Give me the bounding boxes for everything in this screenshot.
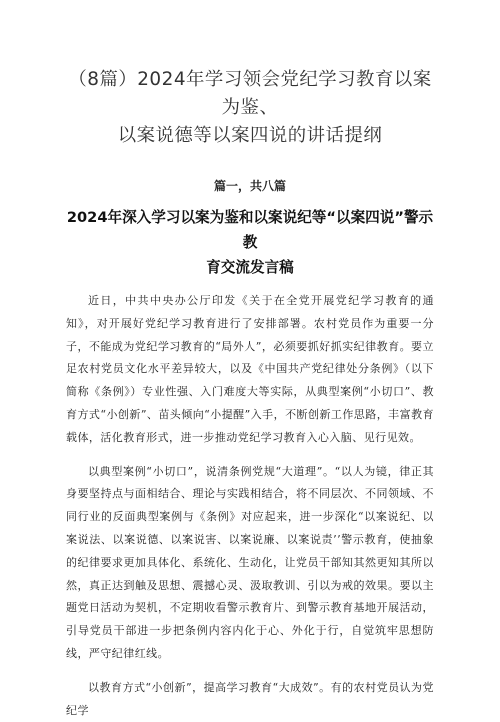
article-title [66,205,434,280]
document-title-line-1: （8篇）2024年学习领会党纪学习教育以案为鉴、 [68,69,432,118]
document-title [66,0,434,150]
article-title-line-2: 育交流发言稿 [206,259,294,276]
body-paragraph-2: 以典型案例“小切口”，说清条例党规“大道理”。“以人为镜，律正其身要坚持点与面相结合、理论与实践相结合，将不同层次、不同领域、不同行业的反面典型案例与《条例》对应起来，进一步深化“以案说纪、以案说法、以案说德、以案说害、以案说廉、以案说责’’警示教育，使抽象的纪律要求更加具体化、系统化、生动化，让党员干部知其然更知其所以然，真正达到触及思想、震撼心灵、汲取教训、引以为戒的效果。要以主题党日活动为契机，不定期收看警示教育片、到警示教育基地开展活动，引导党员干部进一步把条例内容内化于心、外化于行，自觉筑牢思想防线，严守纪律红线。 [66,464,434,660]
document-title-line-2: 以案说德等以案四说的讲话提纲 [117,125,383,146]
section-label: 篇一，共八篇 [213,179,286,193]
body-paragraph-1: 近日，中共中央办公厅印发《关于在全党开展党纪学习教育的通知》，对开展好党纪学习教育进行了安排部署。农村党员作为重要一分子，不能成为党纪学习教育的“局外人”，必须要抓好抓实纪律教育。要立足农村党员文化水平差异较大，以及《中国共产党纪律处分条例》（以下简称《条例》）专业性强、入门难度大等实际，从典型案例“小切口”、教育方式“小创新”、苗头倾向“小提醒”入手，不断创新工作思路，丰富教育载体，活化教育形式，进一步推动党纪学习教育入心入脑、见行见效。 [66,294,434,444]
article-title-line-1: 2024年深入学习以案为鉴和以案说纪等“以案四说”警示教 [66,209,434,251]
body-paragraph-3: 以教育方式“小创新”，提高学习教育“大成效”。有的农村党员认为党纪学 [66,680,434,717]
